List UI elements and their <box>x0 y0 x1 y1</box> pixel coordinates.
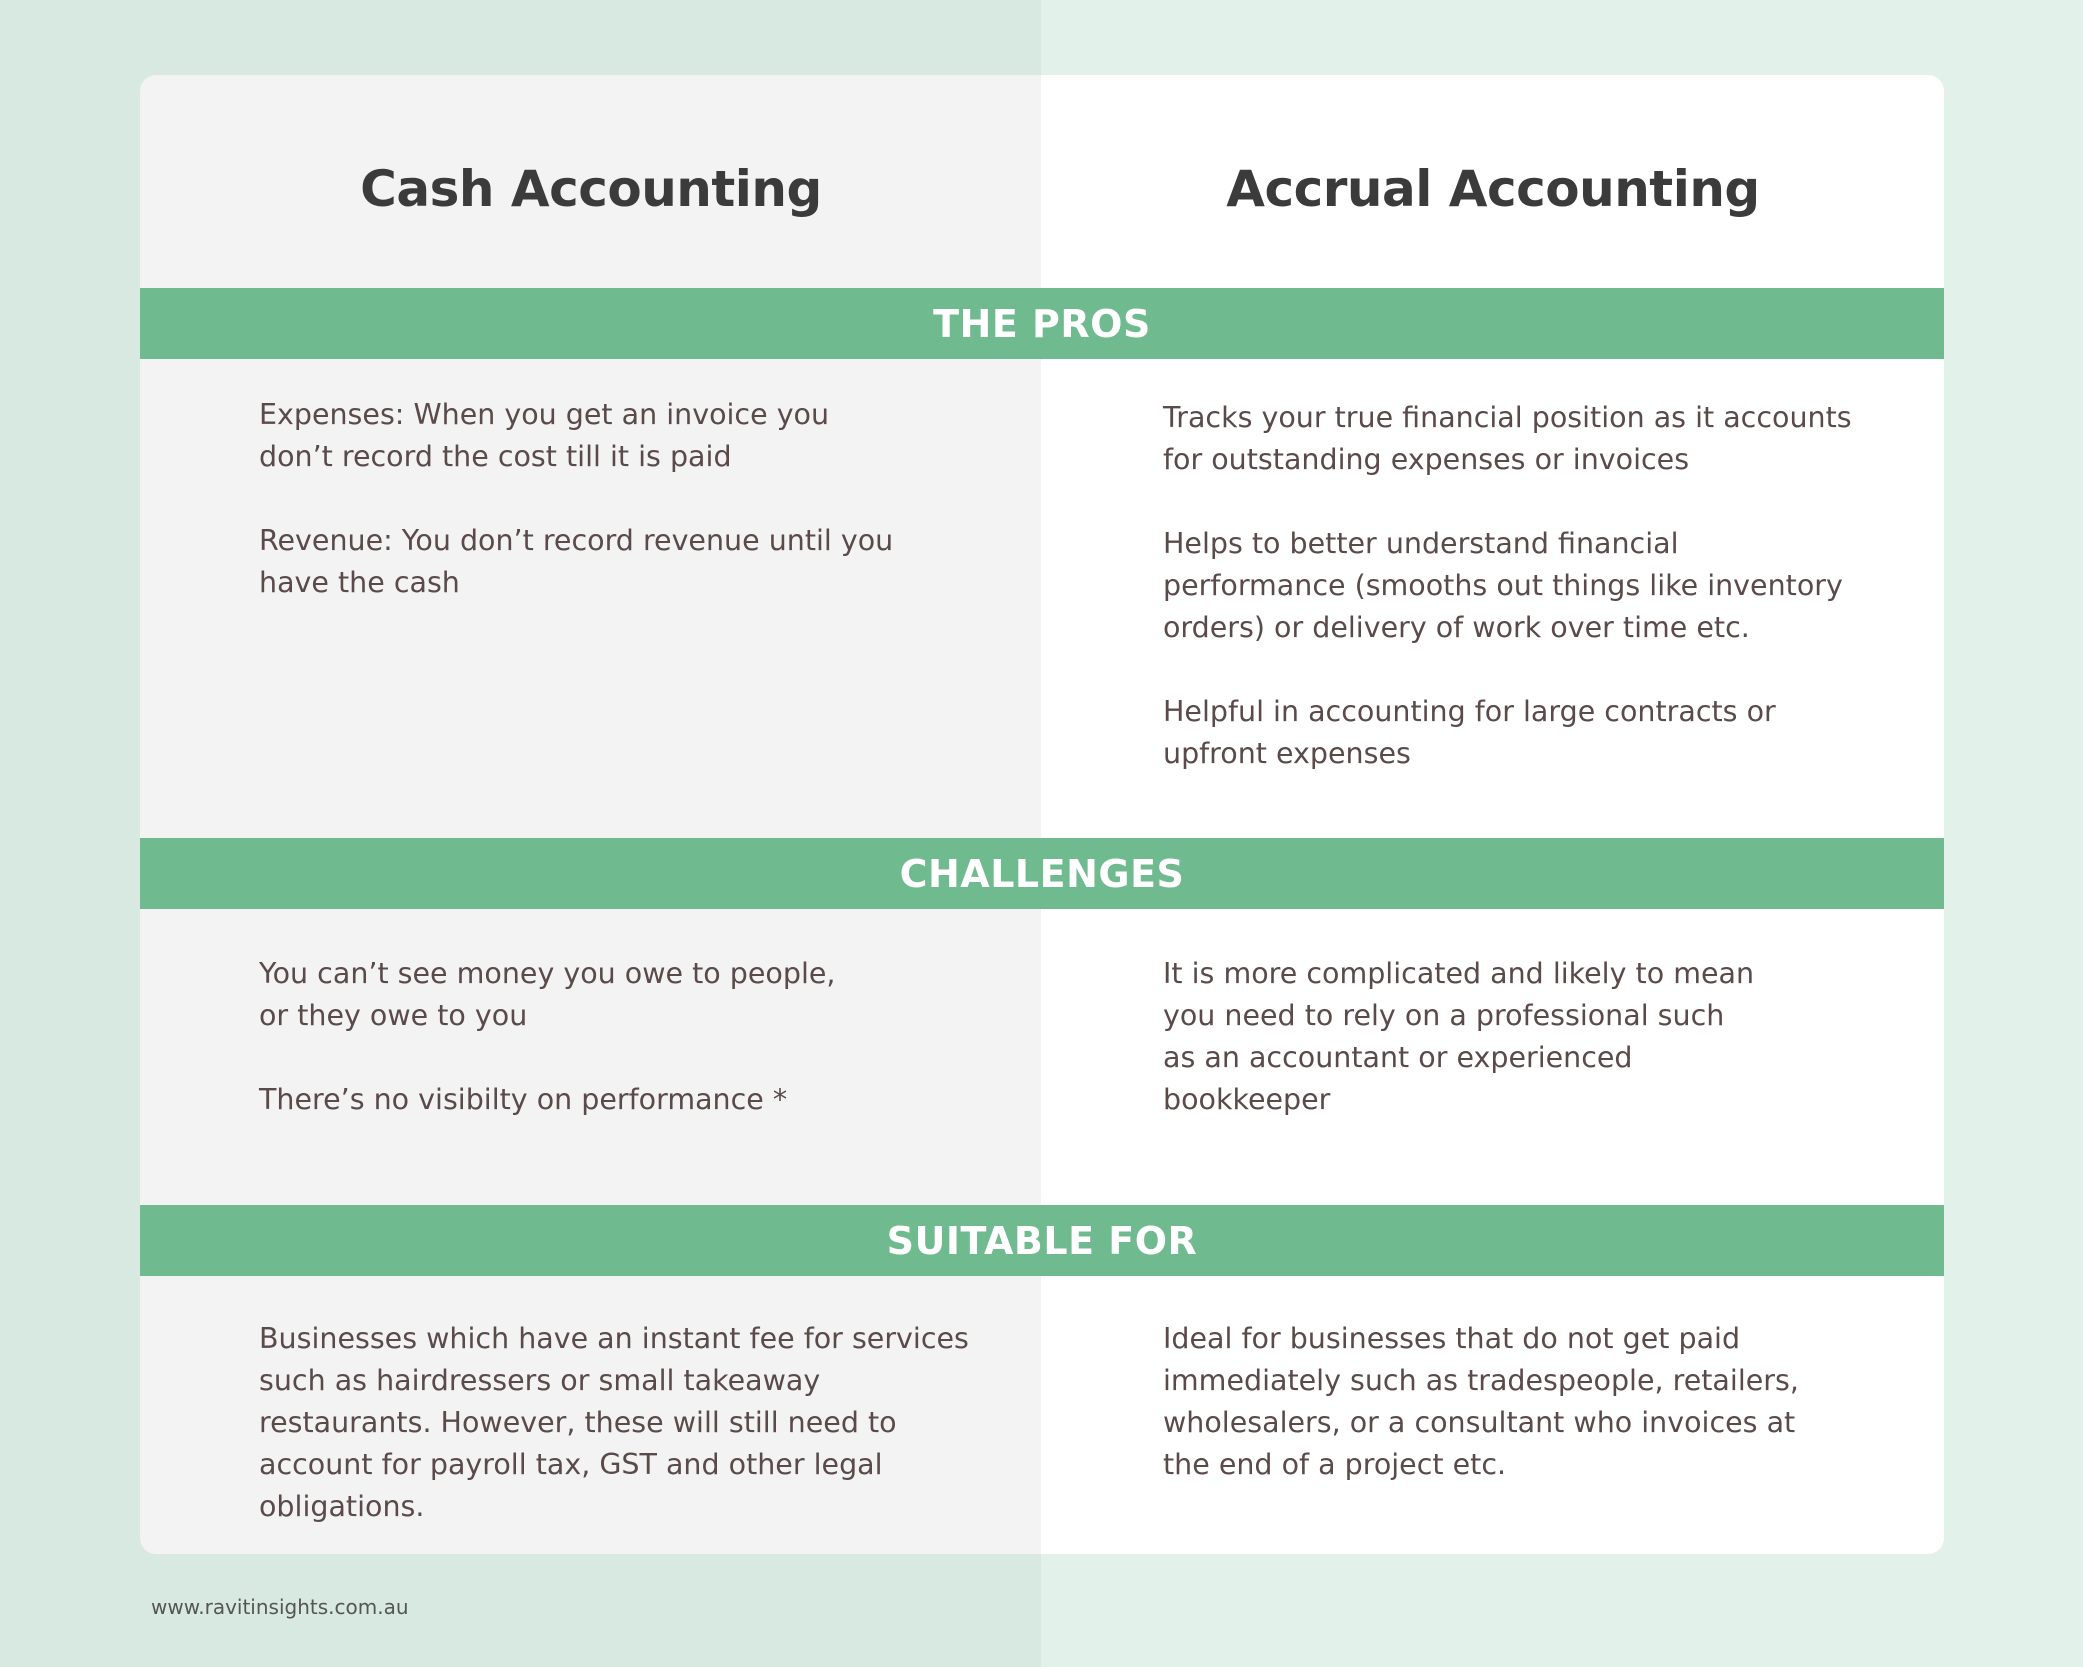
accrual-accounting-title: Accrual Accounting <box>1226 160 1760 218</box>
accrual-suitable-cell <box>1163 1318 1843 1528</box>
accrual-challenges-cell <box>1163 953 1763 1163</box>
accrual-pros-position: Tracks your true financial position as it accounts for outstanding expenses or invoices <box>1163 401 1852 476</box>
accrual-suitable-text: Ideal for businesses that do not get paid immediately such as tradespeople, retailers, wholesalers, or a consultant who invoices at the end of a project etc. <box>1163 1322 1799 1481</box>
section-header-pros: THE PROS <box>140 288 1944 359</box>
cash-suitable-cell <box>259 1318 979 1554</box>
website-footer: www.ravitinsights.com.au <box>151 1595 409 1619</box>
cash-suitable-text: Businesses which have an instant fee for services such as hairdressers or small takeaway restaurants. However, these will still need to account for payroll tax, GST and other legal obligations. <box>259 1322 969 1523</box>
cash-pros-revenue: Revenue: You don’t record revenue until you have the cash <box>259 524 894 599</box>
cash-challenges-visibility: There’s no visibilty on performance * <box>259 1083 788 1116</box>
accrual-pros-performance: Helps to better understand financial performance (smooths out things like inventory orders) or delivery of work over time etc. <box>1163 527 1843 644</box>
cash-accounting-title: Cash Accounting <box>360 160 822 218</box>
comparison-card <box>140 75 1944 1554</box>
cash-challenges-cell <box>259 953 859 1163</box>
cash-pros-cell <box>259 394 899 646</box>
cash-pros-expenses: Expenses: When you get an invoice you don’t record the cost till it is paid <box>259 398 830 473</box>
accrual-pros-contracts: Helpful in accounting for large contracts or upfront expenses <box>1163 695 1776 770</box>
accrual-challenges-complicated: It is more complicated and likely to mean you need to rely on a professional such as an accountant or experienced bookkeeper <box>1163 957 1755 1116</box>
section-header-challenges: CHALLENGES <box>140 838 1944 909</box>
accrual-pros-cell <box>1163 397 1868 817</box>
cash-challenges-owe: You can’t see money you owe to people, or they owe to you <box>259 957 836 1032</box>
section-header-suitable-for: SUITABLE FOR <box>140 1205 1944 1276</box>
